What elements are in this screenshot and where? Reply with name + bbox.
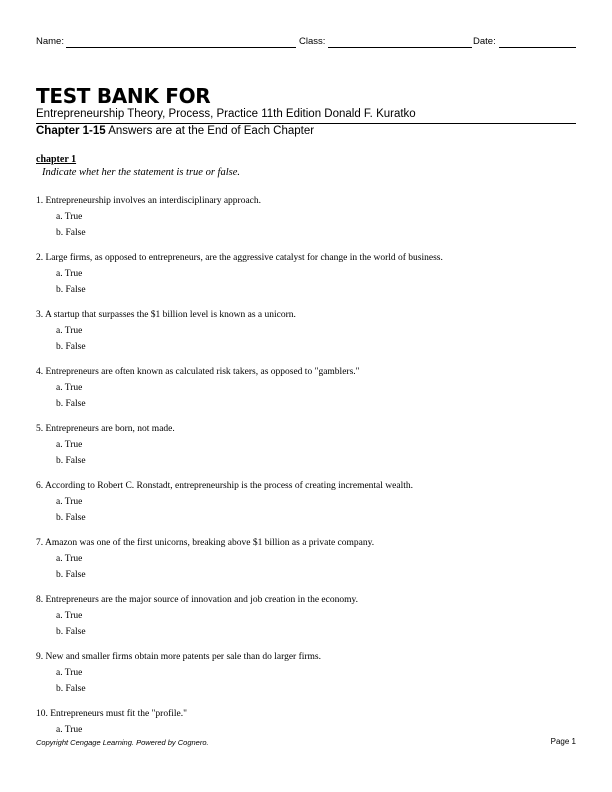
question-text: 3. A startup that surpasses the $1 billion level is known as a unicorn. [36, 310, 296, 320]
question-item [36, 307, 296, 355]
option-true[interactable]: a. True [56, 383, 83, 393]
question-text: 7. Amazon was one of the first unicorns, breaking above $1 billion as a private company. [36, 538, 375, 548]
option-true[interactable]: a. True [56, 269, 83, 279]
student-info-header [36, 36, 576, 50]
question-text: 4. Entrepreneurs are often known as calculated risk takers, as opposed to "gamblers." [36, 367, 360, 377]
name-field[interactable] [66, 47, 296, 48]
chapter-line [36, 125, 314, 137]
option-true[interactable]: a. True [56, 668, 83, 678]
question-text: 5. Entrepreneurs are born, not made. [36, 424, 175, 434]
option-true[interactable]: a. True [56, 440, 83, 450]
question-text: 8. Entrepreneurs are the major source of innovation and job creation in the economy. [36, 595, 359, 605]
question-text: 1. Entrepreneurship involves an interdisciplinary approach. [36, 196, 262, 206]
option-true[interactable]: a. True [56, 212, 83, 222]
question-text: 6. According to Robert C. Ronstadt, entrepreneurship is the process of creating incremental wealth. [36, 481, 413, 491]
question-item [36, 649, 321, 697]
question-item [36, 250, 443, 298]
date-field[interactable] [499, 47, 576, 48]
option-false[interactable]: b. False [56, 570, 86, 580]
option-false[interactable]: b. False [56, 513, 86, 523]
option-false[interactable]: b. False [56, 627, 86, 637]
date-label: Date: [473, 36, 496, 47]
question-item [36, 706, 187, 738]
class-field[interactable] [328, 47, 472, 48]
option-true[interactable]: a. True [56, 611, 83, 621]
option-true[interactable]: a. True [56, 725, 83, 735]
option-false[interactable]: b. False [56, 399, 86, 409]
page-number: Page 1 [550, 737, 576, 746]
question-item [36, 364, 360, 412]
option-true[interactable]: a. True [56, 497, 83, 507]
doc-title: TEST BANK FOR [36, 84, 211, 108]
chapter-note: Answers are at the End of Each Chapter [105, 125, 315, 137]
question-text: 10. Entrepreneurs must fit the "profile." [36, 709, 188, 719]
title-divider [36, 123, 576, 124]
doc-subtitle: Entrepreneurship Theory, Process, Practice 11th Edition Donald F. Kuratko [36, 108, 416, 120]
section-instruction: Indicate whet her the statement is true or false. [42, 167, 241, 178]
copyright-footer: Copyright Cengage Learning. Powered by Cognero. [36, 738, 209, 747]
option-false[interactable]: b. False [56, 228, 86, 238]
option-true[interactable]: a. True [56, 326, 83, 336]
section-heading: chapter 1 [36, 154, 77, 165]
name-label: Name: [36, 36, 64, 47]
option-false[interactable]: b. False [56, 342, 86, 352]
question-item [36, 193, 261, 241]
question-text: 9. New and smaller firms obtain more patents per sale than do larger firms. [36, 652, 322, 662]
option-true[interactable]: a. True [56, 554, 83, 564]
question-item [36, 535, 374, 583]
class-label: Class: [299, 36, 326, 47]
question-item [36, 592, 358, 640]
option-false[interactable]: b. False [56, 285, 86, 295]
chapter-range: Chapter 1-15 [36, 125, 106, 137]
option-false[interactable]: b. False [56, 456, 86, 466]
option-false[interactable]: b. False [56, 684, 86, 694]
question-item [36, 421, 175, 469]
question-text: 2. Large firms, as opposed to entrepreneurs, are the aggressive catalyst for change in the world of business. [36, 253, 443, 263]
question-item [36, 478, 413, 526]
